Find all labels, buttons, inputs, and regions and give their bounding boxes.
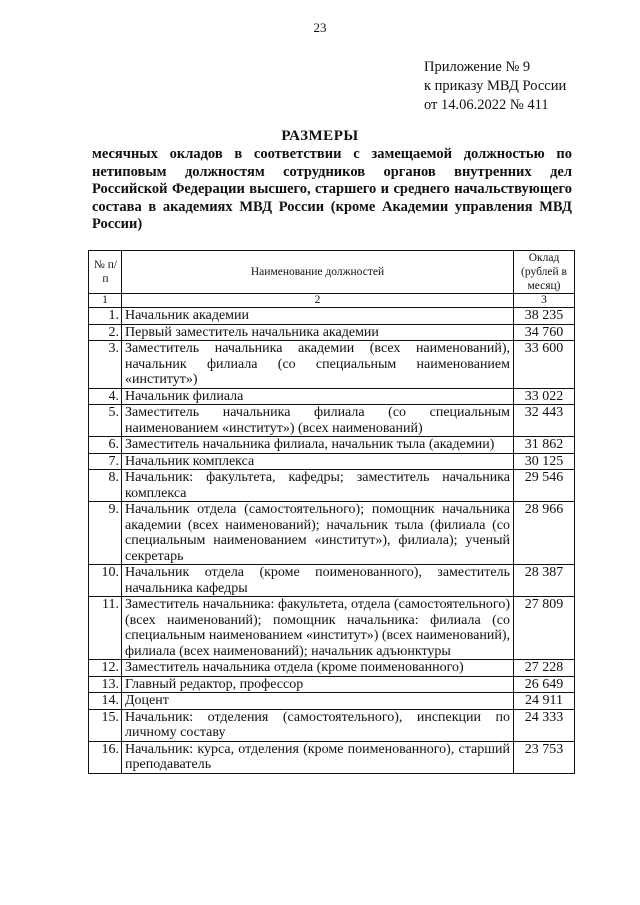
table-row: [89, 741, 575, 773]
position-name: Главный редактор, профессор: [122, 676, 514, 693]
column-number: 2: [122, 294, 514, 308]
position-name: Начальник: факультета, кафедры; заместитель начальника комплекса: [122, 470, 514, 502]
header-salary: Оклад (рублей в месяц): [514, 251, 575, 294]
row-number: 4.: [89, 388, 122, 405]
salary-value: 34 760: [514, 324, 575, 341]
position-name: Заместитель начальника филиала, начальник тыла (академии): [122, 437, 514, 454]
position-name: Начальник филиала: [122, 388, 514, 405]
appendix-reference: [424, 58, 566, 115]
table-row: [89, 405, 575, 437]
table-row: [89, 388, 575, 405]
row-number: 8.: [89, 470, 122, 502]
row-number: 6.: [89, 437, 122, 454]
row-number: 7.: [89, 453, 122, 470]
page-number: 23: [313, 20, 327, 35]
position-name: Начальник: отделения (самостоятельного), инспекции по личному составу: [122, 709, 514, 741]
position-name: Заместитель начальника филиала (со специальным наименованием «институт») (всех наименований): [122, 405, 514, 437]
salary-value: 27 228: [514, 660, 575, 677]
salary-value: 29 546: [514, 470, 575, 502]
table-row: [89, 676, 575, 693]
column-number: 3: [514, 294, 575, 308]
table-row: [89, 453, 575, 470]
document-subtitle: месячных окладов в соответствии с замещаемой должностью по нетиповым должностям сотрудников органов внутренних дел Российской Федерации высшего, старшего и среднего начальствующего состава в академиях МВД России (кроме Академии управления МВД России): [92, 146, 572, 232]
salary-value: 23 753: [514, 741, 575, 773]
salary-value: 24 911: [514, 693, 575, 710]
table-row: [89, 437, 575, 454]
header-position-name: Наименование должностей: [122, 251, 514, 294]
row-number: 9.: [89, 502, 122, 565]
table-row: [89, 709, 575, 741]
position-name: Заместитель начальника: факультета, отдела (самостоятельного) (всех наименований); помощник начальника: филиала (со специальным наименованием «институт») (всех наименований), филиала (всех наименований); начальник адъюнктуры: [122, 597, 514, 660]
position-name: Начальник: курса, отделения (кроме поименованного), старший преподаватель: [122, 741, 514, 773]
table-row: [89, 597, 575, 660]
salary-value: 27 809: [514, 597, 575, 660]
row-number: 16.: [89, 741, 122, 773]
salary-value: 30 125: [514, 453, 575, 470]
position-name: Заместитель начальника академии (всех наименований), начальник филиала (со специальным наименованием «институт»): [122, 341, 514, 389]
salary-value: 31 862: [514, 437, 575, 454]
appendix-number: Приложение № 9: [424, 59, 531, 75]
table-row: [89, 308, 575, 325]
row-number: 1.: [89, 308, 122, 325]
salary-value: 26 649: [514, 676, 575, 693]
salary-table: [88, 250, 575, 774]
table-row: [89, 324, 575, 341]
appendix-order: к приказу МВД России: [424, 78, 567, 94]
position-name: Начальник комплекса: [122, 453, 514, 470]
header-num: № п/п: [89, 251, 122, 294]
table-row: [89, 693, 575, 710]
salary-value: 33 022: [514, 388, 575, 405]
column-number-row: [89, 294, 575, 308]
appendix-date: от 14.06.2022 № 411: [424, 97, 549, 113]
salary-value: 28 966: [514, 502, 575, 565]
salary-value: 28 387: [514, 565, 575, 597]
table-row: [89, 565, 575, 597]
position-name: Заместитель начальника отдела (кроме поименованного): [122, 660, 514, 677]
row-number: 13.: [89, 676, 122, 693]
table-row: [89, 341, 575, 389]
row-number: 5.: [89, 405, 122, 437]
table-row: [89, 502, 575, 565]
row-number: 3.: [89, 341, 122, 389]
table-body: [89, 294, 575, 774]
table-row: [89, 470, 575, 502]
position-name: Начальник отдела (самостоятельного); помощник начальника академии (всех наименований); начальник тыла (филиала (со специальным наименованием «институт»), филиала); ученый секретарь: [122, 502, 514, 565]
position-name: Начальник отдела (кроме поименованного), заместитель начальника кафедры: [122, 565, 514, 597]
row-number: 2.: [89, 324, 122, 341]
position-name: Доцент: [122, 693, 514, 710]
salary-value: 38 235: [514, 308, 575, 325]
column-number: 1: [89, 294, 122, 308]
row-number: 10.: [89, 565, 122, 597]
table-row: [89, 660, 575, 677]
row-number: 14.: [89, 693, 122, 710]
position-name: Первый заместитель начальника академии: [122, 324, 514, 341]
salary-value: 33 600: [514, 341, 575, 389]
salary-value: 32 443: [514, 405, 575, 437]
salary-value: 24 333: [514, 709, 575, 741]
row-number: 15.: [89, 709, 122, 741]
table-header-row: [89, 251, 575, 294]
position-name: Начальник академии: [122, 308, 514, 325]
row-number: 12.: [89, 660, 122, 677]
document-title: РАЗМЕРЫ: [281, 128, 359, 144]
row-number: 11.: [89, 597, 122, 660]
